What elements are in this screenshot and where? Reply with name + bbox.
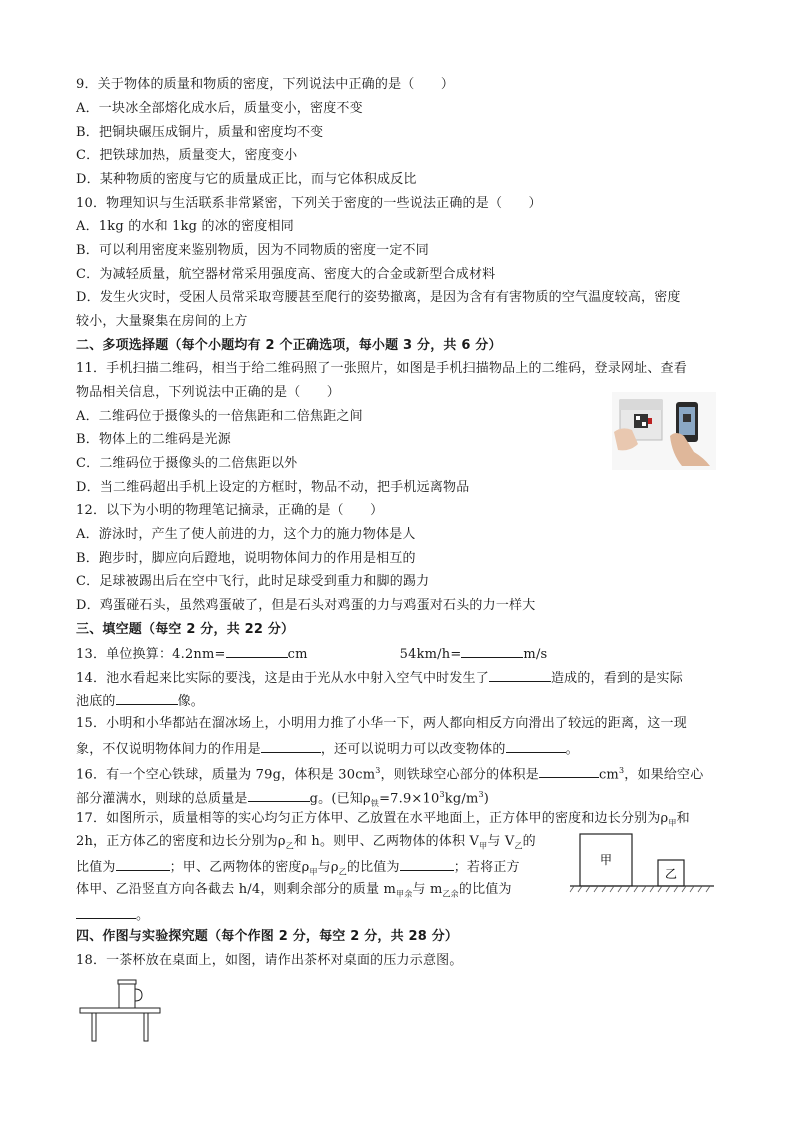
q13-part2: cm [287,647,308,662]
q16-blank-2[interactable] [248,789,310,802]
section-3-title: 三、填空题（每空 2 分，共 22 分） [76,622,295,637]
q15-part3: 。 [565,742,579,757]
q14-line2 [76,692,204,710]
q13-part4: m/s [523,647,548,662]
q17-l3s2: 乙 [338,867,347,877]
q16-part6: g。(已知ρ [309,791,371,807]
q17-l4c: 的比值为 [458,882,512,897]
q17-l2c: 与 V [487,834,515,849]
q17-l1s: 甲 [668,818,677,828]
q16-part4: ，如果给空心 [624,767,704,783]
q17-blank-1[interactable] [116,858,170,871]
q17-line4 [76,882,512,903]
q15-part1: 象，不仅说明物体间力的作用是 [76,742,261,757]
q13-blank-2[interactable] [461,645,523,658]
q12-option-d: D．鸡蛋碰石头，虽然鸡蛋破了，但是石头对鸡蛋的力与鸡蛋对石头的力一样大 [76,598,536,613]
q17-l2s: 乙 [285,841,294,851]
q17-l3e: ；若将正方 [453,860,520,875]
table-top [80,1008,160,1013]
q16-part3: cm [598,767,619,783]
q15-line1: 15．小明和小华都站在溜冰场上，小明用力推了小华一下，两人都向相反方向滑出了较远的距离，这一现 [76,716,687,731]
q13-part3: 54km/h= [399,647,462,662]
q10-option-c: C．为减轻质量，航空器材常采用强度高、密度大的合金或新型合成材料 [76,267,496,282]
q17-l1a: 17．如图所示，质量相等的实心均匀正方体甲、乙放置在水平地面上，正方体甲的密度和边长分别为ρ [76,811,669,826]
q17-l4s2: 乙余 [442,889,459,899]
q12-option-c: C．足球被踢出后在空中飞行，此时足球受到重力和脚的踢力 [76,574,430,589]
section-2-title: 二、多项选择题（每个小题均有 2 个正确选项，每小题 3 分，共 6 分） [76,338,502,353]
cup-on-table-figure [78,974,162,1042]
q16-line1 [76,763,703,783]
q10-option-a: A．1kg 的水和 1kg 的冰的密度相同 [76,219,294,234]
q11-option-a: A．二维码位于摄像头的一倍焦距和二倍焦距之间 [76,409,363,424]
q17-l2s2: 甲 [479,841,488,851]
q17-blank-2[interactable] [400,858,454,871]
q17-line5 [76,906,149,924]
table-leg-right [144,1013,148,1041]
q12-option-b: B．跑步时，脚应向后蹬地，说明物体间力的作用是相互的 [76,551,416,566]
q17-l3s1: 甲 [309,867,318,877]
q14-part3: 池底的 [76,694,116,709]
q16-part9: ) [483,791,490,807]
q13-part1: 13．单位换算：4.2nm= [76,647,226,662]
q17-l3d: 的比值为 [346,860,400,875]
q14-line1 [76,669,683,687]
q17-l2b: 和 h。则甲、乙两物体的体积 V [293,834,480,849]
q15-part2: ，还可以说明力可以改变物体的 [320,742,506,757]
q17-l3b: ；甲、乙两物体的密度ρ [169,860,310,875]
q11-stem-line1: 11．手机扫描二维码，相当于给二维码照了一张照片，如图是手机扫描物品上的二维码，登录网址、查看 [76,361,687,376]
q14-blank-1[interactable] [489,669,551,682]
cup-handle [135,989,142,1001]
q17-line1 [76,811,690,832]
q16-sub1: 铁 [370,798,380,808]
q10-stem: 10．物理知识与生活联系非常紧密，下列关于密度的一些说法正确的是（ ） [76,196,542,211]
q10-option-d-line1: D．发生火灾时，受困人员常采取弯腰甚至爬行的姿势撤离，是因为含有有害物质的空气温度较高，密度 [76,290,681,305]
q17-l5: 。 [136,908,150,923]
cube-yi-label: 乙 [664,867,678,881]
q16-sup4: 3 [478,790,484,799]
section-4-title: 四、作图与实验探究题（每个作图 2 分，每空 2 分，共 28 分） [76,929,459,944]
q13-blank-1[interactable] [226,645,288,658]
q16-blank-1[interactable] [539,765,599,778]
q9-option-a: A．一块冰全部熔化成水后，质量变小，密度不变 [76,101,363,116]
q11-stem-line2: 物品相关信息，下列说法中正确的是（ ） [76,385,341,400]
q16-sup2: 3 [618,766,625,775]
q12-stem: 12．以下为小明的物理笔记摘录，正确的是（ ） [76,503,384,518]
q17-l2s3: 乙 [514,841,523,851]
q12-option-a: A．游泳时，产生了使人前进的力，这个力的施力物体是人 [76,527,416,542]
q17-l2d: 的 [522,834,536,849]
cube-jia-label: 甲 [599,853,613,867]
q15-blank-1[interactable] [261,740,321,753]
q16-part1: 16．有一个空心铁球，质量为 79g，体积是 30cm [76,767,376,783]
q9-option-c: C．把铁球加热，质量变大，密度变小 [76,148,298,163]
q9-option-d: D．某种物质的密度与它的质量成正比，而与它体积成反比 [76,172,417,187]
q14-part1: 14．池水看起来比实际的要浅，这是由于光从水中射入空气中时发生了 [76,671,489,686]
q16-part7: =7.9×10 [379,791,440,807]
q17-l1b: 和 [676,811,690,826]
q17-l4a: 体甲、乙沿竖直方向各截去 h/4，则剩余部分的质量 m [76,882,397,897]
q16-sup3: 3 [439,790,445,799]
cup-icon [119,984,135,1008]
table-leg-left [92,1013,96,1041]
q17-line3 [76,858,520,881]
q18-stem: 18．一茶杯放在桌面上，如图，请作出茶杯对桌面的压力示意图。 [76,953,463,968]
q17-l3c: 与ρ [317,860,339,875]
q15-blank-2[interactable] [506,740,566,753]
q17-blank-3[interactable] [76,906,136,919]
q16-part8: kg/m [444,791,479,807]
q9-stem: 9．关于物体的质量和物质的密度，下列说法中正确的是（ ） [76,77,455,92]
q9-option-b: B．把铜块碾压成铜片，质量和密度均不变 [76,125,324,140]
qr-scan-photo [612,392,716,470]
cup-lid [118,980,136,984]
q11-option-c: C．二维码位于摄像头的二倍焦距以外 [76,456,298,471]
q13-line [76,645,547,663]
q16-line2 [76,787,489,812]
q17-l2a: 2h，正方体乙的密度和边长分别为ρ [76,834,286,849]
q17-l3a: 比值为 [76,860,116,875]
q16-sup1: 3 [375,766,381,775]
q14-part2: 造成的，看到的是实际 [550,671,683,686]
q17-l4b: 与 m [412,882,443,897]
q10-option-b: B．可以利用密度来鉴别物质，因为不同物质的密度一定不同 [76,243,429,258]
q14-part4: 像。 [177,694,205,709]
q11-option-b: B．物体上的二维码是光源 [76,432,231,447]
q14-blank-2[interactable] [116,692,178,705]
cubes-figure [568,830,716,896]
q16-part5: 部分灌满水，则球的总质量是 [76,791,248,807]
q15-line2 [76,740,579,758]
q17-l4s1: 甲余 [396,889,413,899]
q10-option-d-line2: 较小，大量聚集在房间的上方 [76,314,248,329]
q16-part2: ，则铁球空心部分的体积是 [380,767,539,783]
q11-option-d: D．当二维码超出手机上设定的方框时，物品不动，把手机远离物品 [76,480,470,495]
q17-line2 [76,834,536,855]
